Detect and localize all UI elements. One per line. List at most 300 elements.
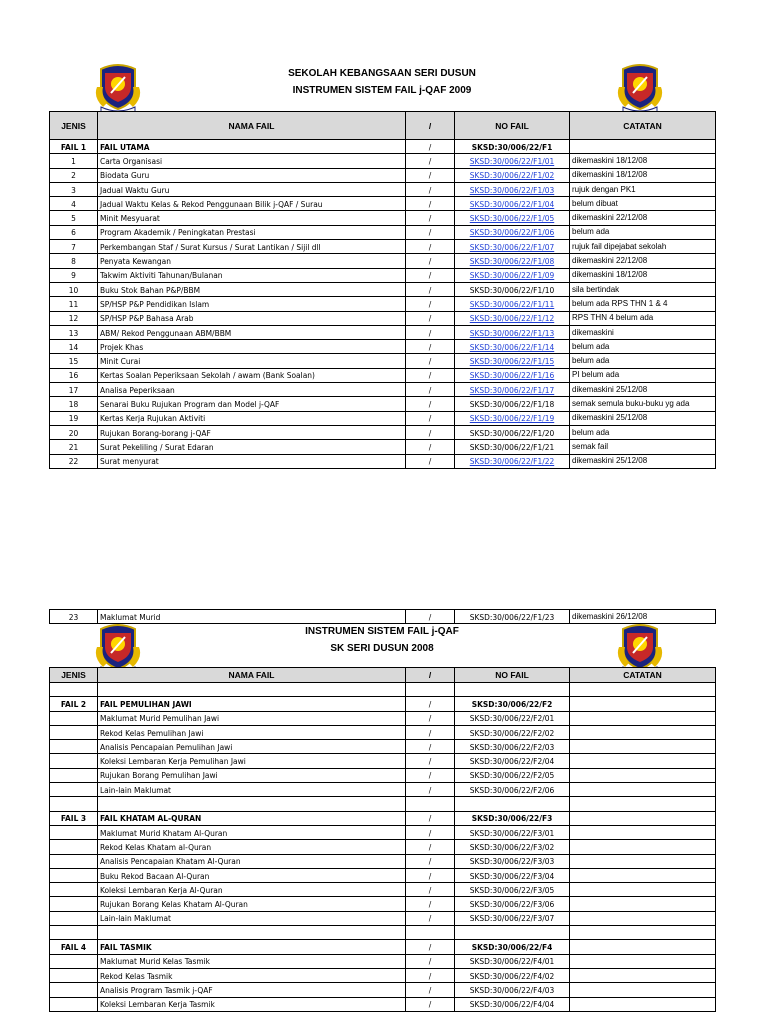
row-slash: / [406, 454, 455, 468]
row-no [50, 868, 98, 882]
row-slash: / [406, 325, 455, 339]
row-nama: Surat Pekeliling / Surat Edaran [98, 440, 406, 454]
row-nama: Koleksi Lembaran Kerja Tasmik [98, 997, 406, 1011]
row-catatan: belum ada [570, 225, 716, 239]
row-catatan [570, 854, 716, 868]
row-nama: Takwim Aktiviti Tahunan/Bulanan [98, 268, 406, 282]
table-row [50, 754, 716, 768]
row-no [50, 754, 98, 768]
row-no: 1 [50, 154, 98, 168]
table-row [50, 868, 716, 882]
row-catatan: dikemaskini 18/12/08 [570, 268, 716, 282]
row-catatan [570, 740, 716, 754]
empty-cell [98, 797, 406, 811]
row-slash: / [406, 954, 455, 968]
row-catatan: belum ada [570, 340, 716, 354]
row-nofail: SKSD:30/006/22/F4/03 [455, 983, 570, 997]
row-catatan [570, 954, 716, 968]
row-catatan: belum ada [570, 354, 716, 368]
table-row [50, 297, 716, 311]
file-number-link[interactable]: SKSD:30/006/22/F1/11 [469, 298, 555, 309]
row-catatan: rujuk fail dipejabat sekolah [570, 240, 716, 254]
row-catatan: PI belum ada [570, 368, 716, 382]
row-nama: Rujukan Borang Kelas Khatam Al-Quran [98, 897, 406, 911]
row-slash: / [406, 383, 455, 397]
file-number-link[interactable]: SKSD:30/006/22/F1/15 [469, 356, 555, 367]
row-slash: / [406, 711, 455, 725]
row-catatan: belum ada RPS THN 1 & 4 [570, 297, 716, 311]
school-year-title: SK SERI DUSUN 2008 [330, 643, 434, 654]
file-number-link[interactable]: SKSD:30/006/22/F1/16 [469, 370, 555, 381]
table-row [50, 840, 716, 854]
file-number-link[interactable]: SKSD:30/006/22/F1/02 [469, 170, 555, 181]
row-no: 13 [50, 325, 98, 339]
row-catatan: dikemaskini 22/12/08 [570, 254, 716, 268]
row-nofail [455, 297, 570, 311]
table-row [50, 983, 716, 997]
row-slash: / [406, 168, 455, 182]
row-slash: / [406, 297, 455, 311]
row-nama: Maklumat Murid Kelas Tasmik [98, 954, 406, 968]
row-nama: Jadual Waktu Guru [98, 182, 406, 196]
row-slash: / [406, 997, 455, 1011]
row-catatan: dikemaskini 26/12/08 [570, 610, 716, 624]
empty-cell [406, 797, 455, 811]
row-nama: Rujukan Borang Pemulihan Jawi [98, 768, 406, 782]
row-nama: Buku Stok Bahan P&P/BBM [98, 282, 406, 296]
table-header-row [50, 112, 716, 140]
file-number-text: SKSD:30/006/22/F1/10 [469, 284, 555, 295]
row-no: 10 [50, 282, 98, 296]
file-number-link[interactable]: SKSD:30/006/22/F1/03 [469, 184, 555, 195]
row-no: 4 [50, 197, 98, 211]
row-catatan: rujuk dengan PK1 [570, 182, 716, 196]
table-row [50, 240, 716, 254]
section-slash: / [406, 940, 455, 954]
row-slash: / [406, 268, 455, 282]
row-nama: Projek Khas [98, 340, 406, 354]
section-row [50, 811, 716, 825]
section-catatan [570, 140, 716, 154]
table-row [50, 954, 716, 968]
carry-over-table [49, 609, 716, 624]
row-slash: / [406, 868, 455, 882]
row-catatan: semak semula buku-buku yg ada [570, 397, 716, 411]
row-slash: / [406, 740, 455, 754]
section-row [50, 697, 716, 711]
empty-cell [455, 926, 570, 940]
empty-cell [98, 683, 406, 697]
empty-cell [570, 797, 716, 811]
empty-cell [570, 926, 716, 940]
header-slash: / [406, 668, 455, 683]
row-nama: Analisis Program Tasmik j-QAF [98, 983, 406, 997]
table-row [50, 897, 716, 911]
row-catatan [570, 883, 716, 897]
file-number-link[interactable]: SKSD:30/006/22/F1/05 [469, 213, 555, 224]
row-no [50, 825, 98, 839]
row-nofail [455, 197, 570, 211]
row-nofail [455, 240, 570, 254]
row-catatan [570, 968, 716, 982]
empty-cell [455, 683, 570, 697]
row-slash: / [406, 897, 455, 911]
header-slash: / [406, 112, 455, 140]
row-slash: / [406, 825, 455, 839]
section-nofail: SKSD:30/006/22/F3 [455, 811, 570, 825]
table-row [50, 311, 716, 325]
section-catatan [570, 940, 716, 954]
row-slash: / [406, 354, 455, 368]
row-nofail [455, 354, 570, 368]
row-nama: Analisis Pencapaian Pemulihan Jawi [98, 740, 406, 754]
row-nofail [455, 154, 570, 168]
row-catatan [570, 825, 716, 839]
row-no: 14 [50, 340, 98, 354]
header-jenis: JENIS [50, 668, 98, 683]
row-nofail: SKSD:30/006/22/F3/05 [455, 883, 570, 897]
row-slash: / [406, 197, 455, 211]
row-nofail [455, 168, 570, 182]
school-title: SEKOLAH KEBANGSAAN SERI DUSUN [288, 68, 476, 79]
row-nama: ABM/ Rekod Penggunaan ABM/BBM [98, 325, 406, 339]
row-no [50, 840, 98, 854]
row-nofail [455, 254, 570, 268]
spacer-row [50, 926, 716, 940]
row-nofail: SKSD:30/006/22/F2/04 [455, 754, 570, 768]
row-slash: / [406, 311, 455, 325]
row-no: 8 [50, 254, 98, 268]
file-number-link[interactable]: SKSD:30/006/22/F1/22 [469, 456, 555, 467]
row-nofail [455, 268, 570, 282]
row-catatan [570, 897, 716, 911]
section-nama: FAIL PEMULIHAN JAWI [98, 697, 406, 711]
instrument-title: INSTRUMEN SISTEM FAIL j-QAF 2009 [292, 85, 472, 96]
row-catatan: sila bertindak [570, 282, 716, 296]
row-no: 18 [50, 397, 98, 411]
empty-cell [570, 683, 716, 697]
row-nofail: SKSD:30/006/22/F3/02 [455, 840, 570, 854]
row-nama: Rujukan Borang-borang j-QAF [98, 425, 406, 439]
row-slash: / [406, 240, 455, 254]
row-nofail: SKSD:30/006/22/F2/03 [455, 740, 570, 754]
row-no: 7 [50, 240, 98, 254]
table-row [50, 154, 716, 168]
row-no: 2 [50, 168, 98, 182]
table-row [50, 211, 716, 225]
table-row [50, 325, 716, 339]
row-slash: / [406, 840, 455, 854]
row-catatan [570, 911, 716, 925]
section-catatan [570, 811, 716, 825]
file-number-text: SKSD:30/006/22/F1/21 [469, 441, 555, 452]
section-slash: / [406, 140, 455, 154]
section-jenis: FAIL 1 [50, 140, 98, 154]
file-number-link[interactable]: SKSD:30/006/22/F1/12 [469, 313, 555, 324]
table-row [50, 854, 716, 868]
row-no [50, 954, 98, 968]
header-nama-fail: NAMA FAIL [98, 112, 406, 140]
row-nama: SP/HSP P&P Bahasa Arab [98, 311, 406, 325]
row-nama: Kertas Kerja Rujukan Aktiviti [98, 411, 406, 425]
table-row [50, 725, 716, 739]
row-nama: Buku Rekod Bacaan Al-Quran [98, 868, 406, 882]
row-slash: / [406, 411, 455, 425]
row-slash: / [406, 368, 455, 382]
row-nofail: SKSD:30/006/22/F1/23 [455, 610, 570, 624]
row-no: 12 [50, 311, 98, 325]
section-jenis: FAIL 3 [50, 811, 98, 825]
row-nama: Jadual Waktu Kelas & Rekod Penggunaan Bilik j-QAF / Surau [98, 197, 406, 211]
row-nofail [455, 282, 570, 296]
row-slash: / [406, 154, 455, 168]
row-slash: / [406, 440, 455, 454]
row-catatan: belum dibuat [570, 197, 716, 211]
row-slash: / [406, 754, 455, 768]
row-nofail [455, 454, 570, 468]
row-no [50, 768, 98, 782]
row-slash: / [406, 225, 455, 239]
file-table-page1 [49, 111, 716, 469]
empty-cell [98, 926, 406, 940]
row-nama: Program Akademik / Peningkatan Prestasi [98, 225, 406, 239]
row-nama: Carta Organisasi [98, 154, 406, 168]
row-nofail: SKSD:30/006/22/F3/06 [455, 897, 570, 911]
section-nofail: SKSD:30/006/22/F4 [455, 940, 570, 954]
row-slash: / [406, 182, 455, 196]
row-catatan [570, 711, 716, 725]
file-number-link[interactable]: SKSD:30/006/22/F1/17 [469, 384, 555, 395]
section-nama: FAIL UTAMA [98, 140, 406, 154]
row-nofail: SKSD:30/006/22/F4/04 [455, 997, 570, 1011]
row-no: 5 [50, 211, 98, 225]
row-no: 19 [50, 411, 98, 425]
file-number-link[interactable]: SKSD:30/006/22/F1/14 [469, 341, 555, 352]
row-catatan [570, 754, 716, 768]
row-no: 20 [50, 425, 98, 439]
spacer-row [50, 683, 716, 697]
row-no: 15 [50, 354, 98, 368]
row-nofail: SKSD:30/006/22/F3/03 [455, 854, 570, 868]
row-no: 17 [50, 383, 98, 397]
row-slash: / [406, 340, 455, 354]
section-nama: FAIL KHATAM AL-QURAN [98, 811, 406, 825]
file-number-link[interactable]: SKSD:30/006/22/F1/13 [469, 327, 555, 338]
row-no: 16 [50, 368, 98, 382]
row-no [50, 911, 98, 925]
table-row [50, 368, 716, 382]
row-nama: Kertas Soalan Peperiksaan Sekolah / awam (Bank Soalan) [98, 368, 406, 382]
row-catatan: RPS THN 4 belum ada [570, 311, 716, 325]
table-row [50, 768, 716, 782]
section-catatan [570, 697, 716, 711]
header-no-fail: NO FAIL [455, 112, 570, 140]
table-row [50, 182, 716, 196]
row-nama: Lain-lain Maklumat [98, 783, 406, 797]
row-nama: Maklumat Murid [98, 610, 406, 624]
row-no: 22 [50, 454, 98, 468]
row-no: 11 [50, 297, 98, 311]
header-nama-fail: NAMA FAIL [98, 668, 406, 683]
row-nama: Rekod Kelas Tasmik [98, 968, 406, 982]
row-slash: / [406, 968, 455, 982]
table-row [50, 354, 716, 368]
row-no: 21 [50, 440, 98, 454]
section-slash: / [406, 811, 455, 825]
header-jenis: JENIS [50, 112, 98, 140]
table-row [50, 825, 716, 839]
section-row [50, 940, 716, 954]
header-catatan: CATATAN [570, 668, 716, 683]
file-number-link[interactable]: SKSD:30/006/22/F1/07 [469, 241, 555, 252]
section-slash: / [406, 697, 455, 711]
school-crest-logo-left [95, 63, 141, 115]
row-nofail: SKSD:30/006/22/F2/01 [455, 711, 570, 725]
table-row [50, 411, 716, 425]
row-no: 3 [50, 182, 98, 196]
table-row [50, 740, 716, 754]
row-slash: / [406, 610, 455, 624]
row-catatan: dikemaskini [570, 325, 716, 339]
section-nofail: SKSD:30/006/22/F1 [455, 140, 570, 154]
section-jenis: FAIL 4 [50, 940, 98, 954]
table-row [50, 911, 716, 925]
row-no [50, 968, 98, 982]
section-nofail: SKSD:30/006/22/F2 [455, 697, 570, 711]
row-catatan [570, 768, 716, 782]
row-nofail [455, 440, 570, 454]
row-nama: Rekod Kelas Pemulihan Jawi [98, 725, 406, 739]
row-nofail: SKSD:30/006/22/F3/04 [455, 868, 570, 882]
row-nofail [455, 311, 570, 325]
row-catatan [570, 725, 716, 739]
row-no [50, 783, 98, 797]
table-row [50, 340, 716, 354]
table-row [50, 440, 716, 454]
row-nama: Analisis Pencapaian Khatam Al-Quran [98, 854, 406, 868]
row-slash: / [406, 425, 455, 439]
row-catatan [570, 983, 716, 997]
row-nofail [455, 368, 570, 382]
empty-cell [50, 683, 98, 697]
school-crest-logo-right [617, 63, 663, 115]
instrument-title-2: INSTRUMEN SISTEM FAIL j-QAF [305, 626, 459, 637]
row-nama: Minit Mesyuarat [98, 211, 406, 225]
row-slash: / [406, 397, 455, 411]
file-number-text: SKSD:30/006/22/F1/18 [469, 398, 555, 409]
section-nama: FAIL TASMIK [98, 940, 406, 954]
row-slash: / [406, 883, 455, 897]
row-nofail: SKSD:30/006/22/F4/01 [455, 954, 570, 968]
file-number-link[interactable]: SKSD:30/006/22/F1/09 [469, 270, 555, 281]
file-table-page2 [49, 667, 716, 1012]
table-row [50, 783, 716, 797]
file-number-link[interactable]: SKSD:30/006/22/F1/01 [469, 155, 555, 166]
file-number-link[interactable]: SKSD:30/006/22/F1/04 [469, 198, 555, 209]
row-no: 23 [50, 610, 98, 624]
section-row [50, 140, 716, 154]
row-nama: Penyata Kewangan [98, 254, 406, 268]
row-nama: Analisa Peperiksaan [98, 383, 406, 397]
table-row [50, 254, 716, 268]
row-nama: Perkembangan Staf / Surat Kursus / Surat Lantikan / Sijil dll [98, 240, 406, 254]
row-nofail: SKSD:30/006/22/F2/05 [455, 768, 570, 782]
row-nama: Maklumat Murid Pemulihan Jawi [98, 711, 406, 725]
row-catatan: dikemaskini 25/12/08 [570, 454, 716, 468]
row-slash: / [406, 983, 455, 997]
row-nofail [455, 340, 570, 354]
row-catatan: dikemaskini 18/12/08 [570, 168, 716, 182]
table-row [50, 968, 716, 982]
table-row [50, 883, 716, 897]
row-no: 6 [50, 225, 98, 239]
row-nofail [455, 411, 570, 425]
table-row [50, 454, 716, 468]
table-row [50, 383, 716, 397]
table-row [50, 268, 716, 282]
row-nama: Senarai Buku Rujukan Program dan Model j-QAF [98, 397, 406, 411]
header-no-fail: NO FAIL [455, 668, 570, 683]
row-nama: Maklumat Murid Khatam Al-Quran [98, 825, 406, 839]
table-row [50, 425, 716, 439]
empty-cell [406, 683, 455, 697]
row-catatan: dikemaskini 18/12/08 [570, 154, 716, 168]
row-nofail: SKSD:30/006/22/F4/02 [455, 968, 570, 982]
row-nama: Surat menyurat [98, 454, 406, 468]
row-nofail: SKSD:30/006/22/F2/02 [455, 725, 570, 739]
table-row [50, 397, 716, 411]
table-row [50, 282, 716, 296]
row-slash: / [406, 725, 455, 739]
row-catatan [570, 997, 716, 1011]
row-nama: Rekod Kelas Khatam al-Quran [98, 840, 406, 854]
row-slash: / [406, 282, 455, 296]
file-number-link[interactable]: SKSD:30/006/22/F1/19 [469, 413, 555, 424]
section-jenis: FAIL 2 [50, 697, 98, 711]
file-number-link[interactable]: SKSD:30/006/22/F1/06 [469, 227, 555, 238]
row-catatan: dikemaskini 22/12/08 [570, 211, 716, 225]
row-slash: / [406, 783, 455, 797]
row-nofail [455, 325, 570, 339]
table-row [50, 168, 716, 182]
row-nofail [455, 225, 570, 239]
row-catatan [570, 840, 716, 854]
empty-cell [50, 926, 98, 940]
table-row [50, 997, 716, 1011]
row-slash: / [406, 768, 455, 782]
row-slash: / [406, 254, 455, 268]
row-nama: Biodata Guru [98, 168, 406, 182]
table-row [50, 711, 716, 725]
empty-cell [406, 926, 455, 940]
row-no [50, 854, 98, 868]
file-number-link[interactable]: SKSD:30/006/22/F1/08 [469, 256, 555, 267]
row-slash: / [406, 911, 455, 925]
row-nofail [455, 397, 570, 411]
table-row [50, 197, 716, 211]
row-nofail: SKSD:30/006/22/F3/01 [455, 825, 570, 839]
row-nama: Koleksi Lembaran Kerja Al-Quran [98, 883, 406, 897]
row-catatan: semak fail [570, 440, 716, 454]
row-nofail [455, 383, 570, 397]
row-catatan: belum ada [570, 425, 716, 439]
row-slash: / [406, 854, 455, 868]
row-nofail: SKSD:30/006/22/F3/07 [455, 911, 570, 925]
row-nofail: SKSD:30/006/22/F2/06 [455, 783, 570, 797]
row-catatan: dikemaskini 25/12/08 [570, 411, 716, 425]
empty-cell [455, 797, 570, 811]
row-no [50, 983, 98, 997]
